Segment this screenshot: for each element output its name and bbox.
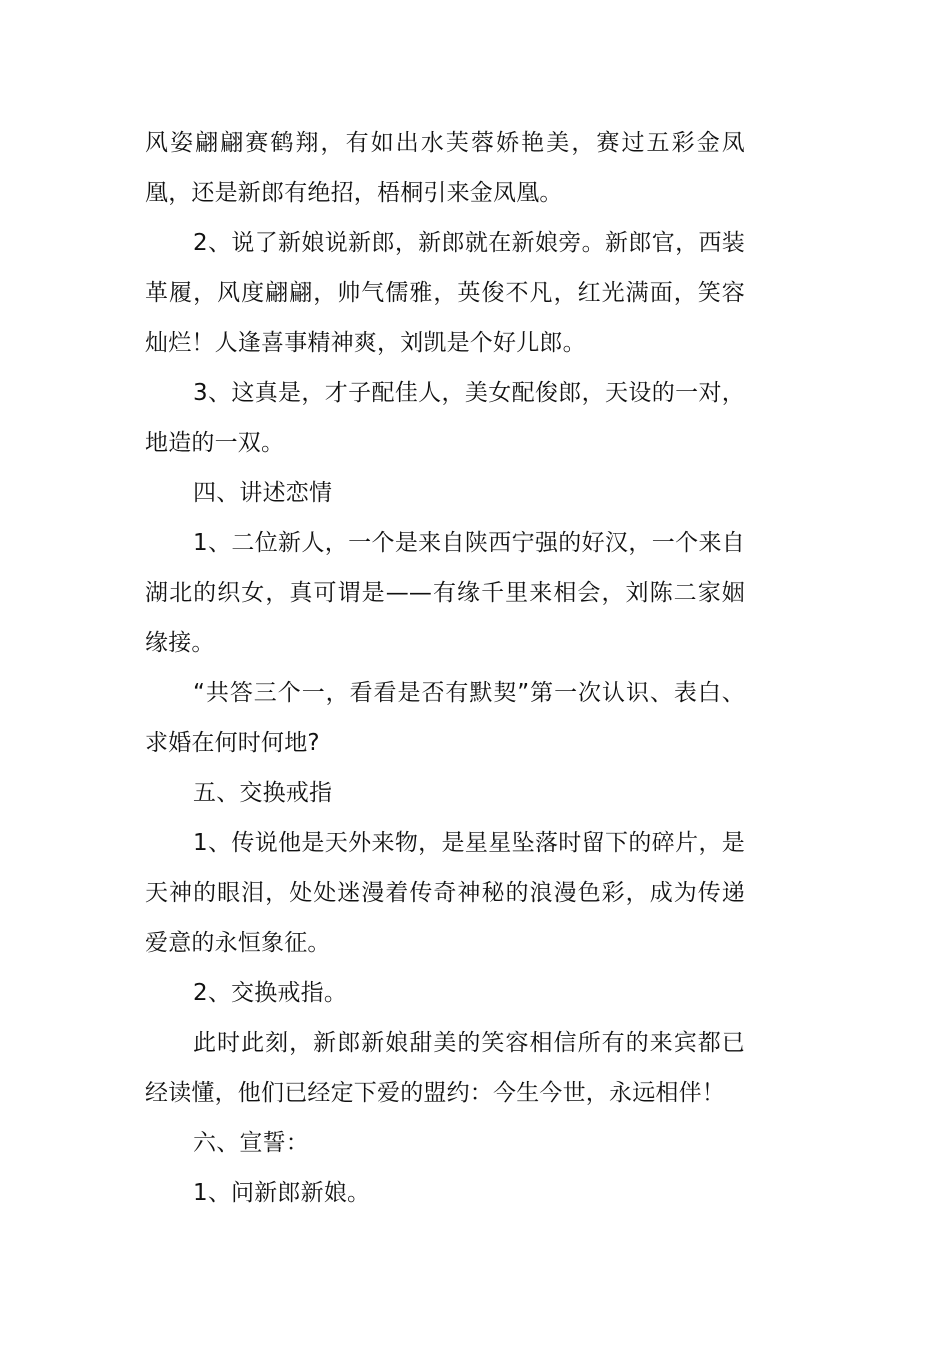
paragraph-10: 此时此刻，新郎新娘甜美的笑容相信所有的来宾都已经读懂，他们已经定下爱的盟约：今生今世，永远相伴！ <box>145 1030 745 1106</box>
paragraph-5: 1、二位新人，一个是来自陕西宁强的好汉，一个来自湖北的织女，真可谓是——有缘千里来相会，刘陈二家姻缘接。 <box>145 530 745 656</box>
document-body <box>145 118 745 1218</box>
paragraph-6: “共答三个一，看看是否有默契”第一次认识、表白、求婚在何时何地? <box>145 680 745 756</box>
section-heading-5: 五、交换戒指 <box>193 780 333 806</box>
section-heading-6: 六、宣誓： <box>193 1130 309 1156</box>
paragraph-3: 3、这真是，才子配佳人，美女配俊郎，天设的一对，地造的一双。 <box>145 380 745 456</box>
section-heading-4: 四、讲述恋情 <box>193 480 333 506</box>
paragraph-8: 1、传说他是天外来物，是星星坠落时留下的碎片，是天神的眼泪，处处迷漫着传奇神秘的浪漫色彩，成为传递爱意的永恒象征。 <box>145 830 745 956</box>
paragraph-1: 风姿翩翩赛鹤翔，有如出水芙蓉娇艳美，赛过五彩金凤凰，还是新郎有绝招，梧桐引来金凤凰。 <box>145 130 745 206</box>
paragraph-2: 2、说了新娘说新郎，新郎就在新娘旁。新郎官，西装革履，风度翩翩，帅气儒雅，英俊不凡，红光满面，笑容灿烂！人逢喜事精神爽，刘凯是个好儿郎。 <box>145 230 745 356</box>
paragraph-12: 1、问新郎新娘。 <box>193 1180 371 1206</box>
paragraph-9: 2、交换戒指。 <box>193 980 348 1006</box>
